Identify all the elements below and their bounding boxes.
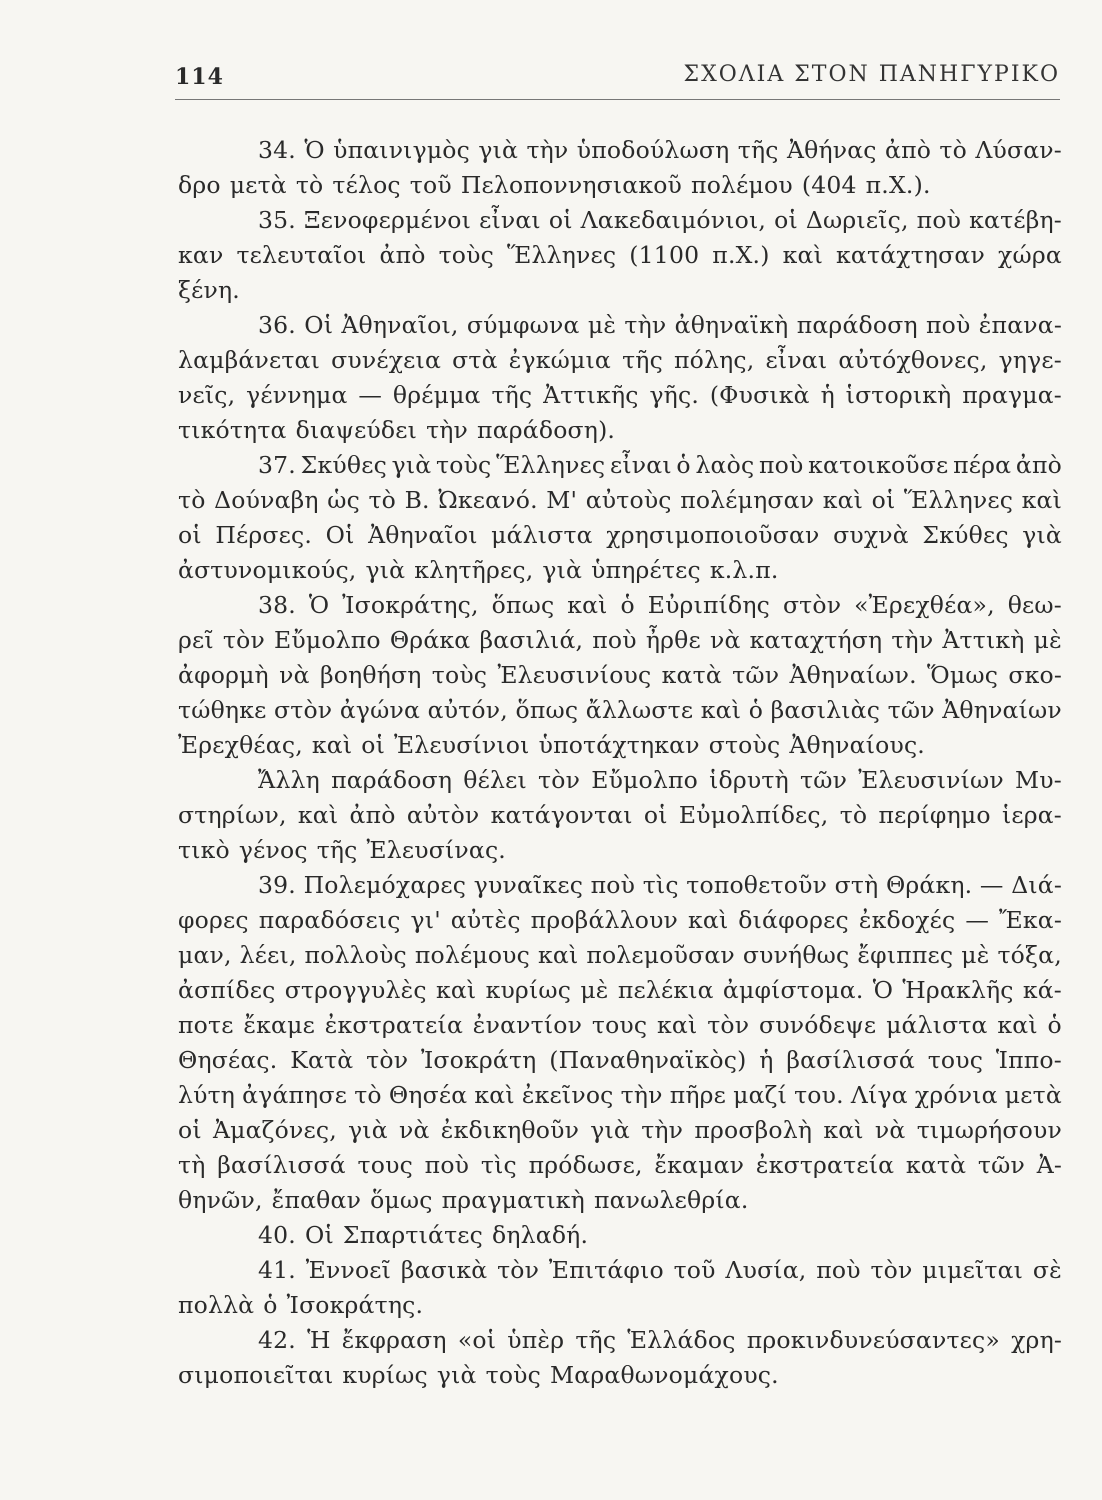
text-line: 40. Οἱ Σπαρτιάτες δηλαδή. [258, 1221, 589, 1249]
text-line: ξένη. [178, 276, 240, 304]
page-header [175, 60, 1060, 96]
text-line: φορες παραδόσεις γι' αὐτὲς προβάλλουν καὶ διάφορες ἐκδοχές — Ἔκα- [178, 906, 1062, 934]
text-line: ρεῖ τὸν Εὔμολπο Θράκα βασιλιά, ποὺ ἦρθε νὰ καταχτήση τὴν Ἀττικὴ μὲ [178, 626, 1062, 654]
text-line: Ἄλλη παράδοση θέλει τὸν Εὔμολπο ἱδρυτὴ τῶν Ἐλευσινίων Μυ- [258, 766, 1062, 794]
text-line: 42. Ἡ ἔκφραση «οἱ ὑπὲρ τῆς Ἑλλάδος προκινδυνεύσαντες» χρη- [258, 1326, 1062, 1354]
text-line: 39. Πολεμόχαρες γυναῖκες ποὺ τὶς τοποθετοῦν στὴ Θράκη. — Διά- [258, 871, 1062, 899]
notes-text-block [178, 133, 1062, 1393]
text-line: τώθηκε στὸν ἀγώνα αὐτόν, ὅπως ἄλλωστε καὶ ὁ βασιλιὰς τῶν Ἀθηναίων [178, 696, 1062, 724]
text-line: λαμβάνεται συνέχεια στὰ ἐγκώμια τῆς πόλης, εἶναι αὐτόχθονες, γηγε- [178, 346, 1062, 374]
text-line: οἱ Ἀμαζόνες, γιὰ νὰ ἐκδικηθοῦν γιὰ τὴν προσβολὴ καὶ νὰ τιμωρήσουν [178, 1116, 1062, 1144]
text-line: τὸ Δούναβη ὡς τὸ Β. Ὠκεανό. Μ' αὐτοὺς πολέμησαν καὶ οἱ Ἕλληνες καὶ [178, 486, 1062, 514]
header-rule [175, 99, 1060, 100]
text-line: τικότητα διαψεύδει τὴν παράδοση). [178, 416, 616, 444]
text-line: οἱ Πέρσες. Οἱ Ἀθηναῖοι μάλιστα χρησιμοποιοῦσαν συχνὰ Σκύθες γιὰ [178, 521, 1062, 549]
text-line: μαν, λέει, πολλοὺς πολέμους καὶ πολεμοῦσαν συνήθως ἔφιππες μὲ τόξα, [178, 941, 1062, 969]
text-line: καν τελευταῖοι ἀπὸ τοὺς Ἕλληνες (1100 π.Χ.) καὶ κατάχτησαν χώρα [178, 241, 1062, 269]
text-line: λύτη ἀγάπησε τὸ Θησέα καὶ ἐκεῖνος τὴν πῆρε μαζί του. Λίγα χρόνια μετὰ [178, 1081, 1062, 1109]
running-head: ΣΧΟΛΙΑ ΣΤΟΝ ΠΑΝΗΓΥΡΙΚΟ [683, 62, 1060, 87]
text-line: ποτε ἔκαμε ἐκστρατεία ἐναντίον τους καὶ τὸν συνόδεψε μάλιστα καὶ ὁ [178, 1011, 1062, 1039]
text-line: 36. Οἱ Ἀθηναῖοι, σύμφωνα μὲ τὴν ἀθηναϊκὴ παράδοση ποὺ ἐπανα- [258, 311, 1062, 339]
text-line: 35. Ξενοφερμένοι εἶναι οἱ Λακεδαιμόνιοι, οἱ Δωριεῖς, ποὺ κατέβη- [258, 206, 1062, 234]
text-line: θηνῶν, ἔπαθαν ὅμως πραγματικὴ πανωλεθρία. [178, 1186, 749, 1214]
text-line: 34. Ὁ ὑπαινιγμὸς γιὰ τὴν ὑποδούλωση τῆς Ἀθήνας ἀπὸ τὸ Λύσαν- [258, 136, 1062, 164]
text-line: πολλὰ ὁ Ἰσοκράτης. [178, 1291, 424, 1319]
text-line: ἀσπίδες στρογγυλὲς καὶ κυρίως μὲ πελέκια ἀμφίστομα. Ὁ Ἡρακλῆς κά- [178, 976, 1062, 1004]
text-line: ἀφορμὴ νὰ βοηθήση τοὺς Ἐλευσινίους κατὰ τῶν Ἀθηναίων. Ὅμως σκο- [178, 661, 1062, 689]
text-line: νεῖς, γέννημα — θρέμμα τῆς Ἀττικῆς γῆς. (Φυσικὰ ἡ ἱστορικὴ πραγμα- [178, 381, 1062, 409]
text-line: Ἐρεχθέας, καὶ οἱ Ἐλευσίνιοι ὑποτάχτηκαν στοὺς Ἀθηναίους. [178, 731, 925, 759]
text-line: στηρίων, καὶ ἀπὸ αὐτὸν κατάγονται οἱ Εὐμολπίδες, τὸ περίφημο ἱερα- [178, 801, 1062, 829]
text-line: σιμοποιεῖται κυρίως γιὰ τοὺς Μαραθωνομάχους. [178, 1361, 779, 1389]
text-line: δρο μετὰ τὸ τέλος τοῦ Πελοποννησιακοῦ πολέμου (404 π.Χ.). [178, 171, 931, 199]
text-line: ἀστυνομικούς, γιὰ κλητῆρες, γιὰ ὑπηρέτες κ.λ.π. [178, 556, 779, 584]
text-line: τικὸ γένος τῆς Ἐλευσίνας. [178, 836, 506, 864]
text-line: 38. Ὁ Ἰσοκράτης, ὅπως καὶ ὁ Εὐριπίδης στὸν «Ἐρεχθέα», θεω- [258, 591, 1062, 619]
text-line: 41. Ἐννοεῖ βασικὰ τὸν Ἐπιτάφιο τοῦ Λυσία, ποὺ τὸν μιμεῖται σὲ [258, 1256, 1062, 1284]
page-number: 114 [175, 64, 224, 90]
text-line: Θησέας. Κατὰ τὸν Ἰσοκράτη (Παναθηναϊκὸς) ἡ βασίλισσά τους Ἱππο- [178, 1046, 1062, 1074]
text-line: 37. Σκύθες γιὰ τοὺς Ἕλληνες εἶναι ὁ λαὸς ποὺ κατοικοῦσε πέρα ἀπὸ [258, 451, 1062, 479]
text-line: τὴ βασίλισσά τους ποὺ τὶς πρόδωσε, ἔκαμαν ἐκστρατεία κατὰ τῶν Ἀ- [178, 1151, 1062, 1179]
